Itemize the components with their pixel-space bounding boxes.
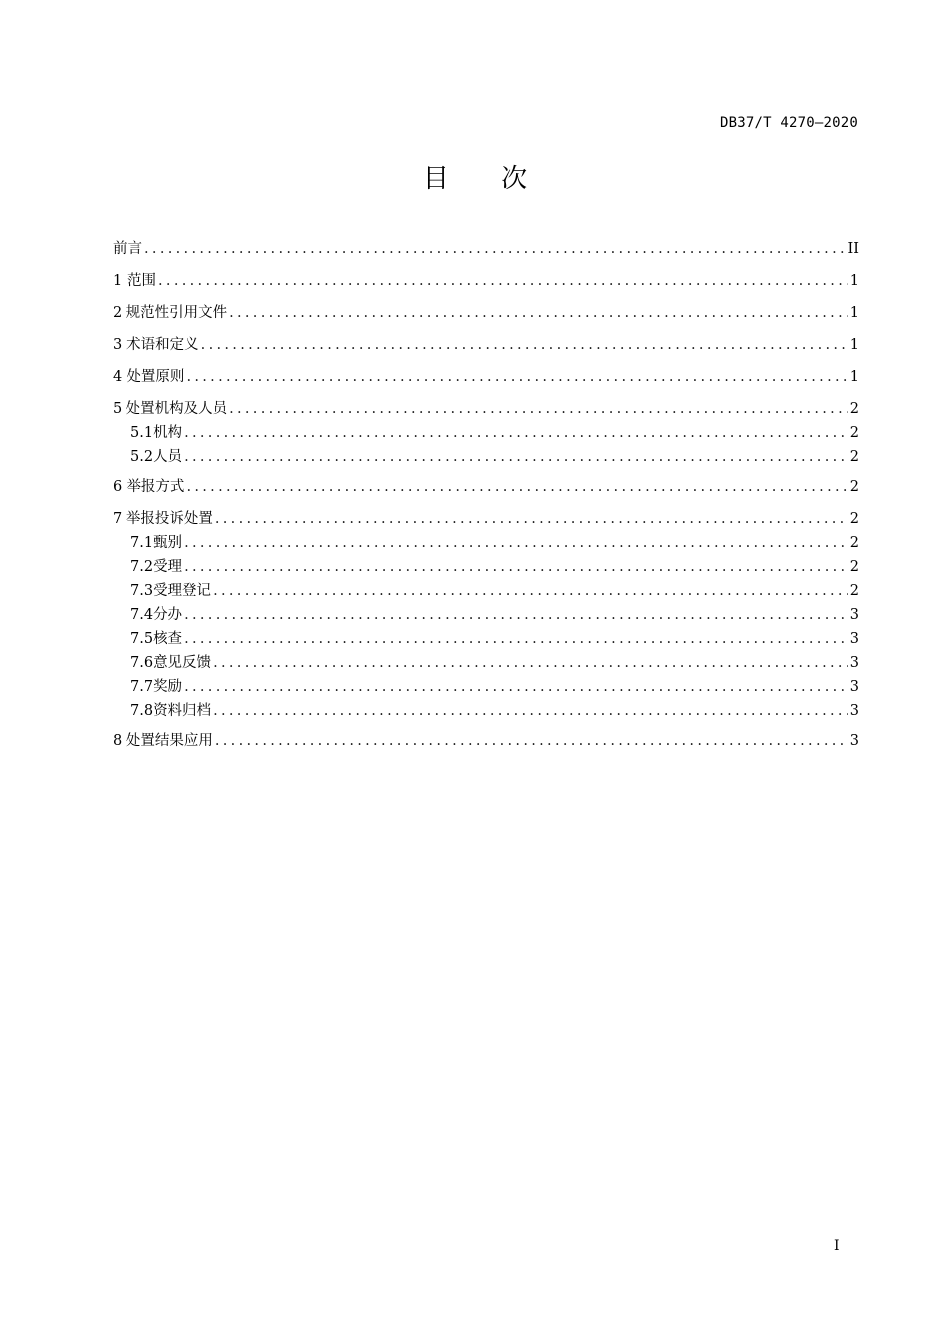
toc-leader xyxy=(184,678,848,696)
toc-page: 1 xyxy=(849,337,859,353)
toc-entry-7-6[interactable] xyxy=(113,654,859,672)
toc-page: 2 xyxy=(849,425,859,441)
toc-label: 核查 xyxy=(153,631,183,647)
toc-entry-1[interactable] xyxy=(113,272,859,290)
toc-label: 前言 xyxy=(113,241,142,257)
toc-entry-4[interactable] xyxy=(113,368,859,386)
toc-leader xyxy=(184,606,848,624)
toc-number: 7.7 xyxy=(130,679,154,695)
toc-page: 2 xyxy=(849,401,859,417)
toc-leader xyxy=(215,510,848,528)
toc-number: 7.6 xyxy=(130,655,154,671)
toc-page: 2 xyxy=(849,535,859,551)
toc-entry-2[interactable] xyxy=(113,304,859,322)
toc-entry-7-4[interactable] xyxy=(113,606,859,624)
toc-entry-7-2[interactable] xyxy=(113,558,859,576)
toc-label: 受理 xyxy=(153,559,183,575)
toc-page: 3 xyxy=(849,679,859,695)
toc-entry-7-8[interactable] xyxy=(113,702,859,720)
toc-entry-7-5[interactable] xyxy=(113,630,859,648)
toc-label: 术语和定义 xyxy=(126,337,199,353)
page-title: 目 次 xyxy=(422,164,550,194)
toc-number: 7.2 xyxy=(130,559,154,575)
toc-label: 机构 xyxy=(153,425,183,441)
toc-number: 1 xyxy=(113,273,123,289)
toc-leader xyxy=(213,702,848,720)
toc-page: II xyxy=(847,241,859,257)
toc-number: 3 xyxy=(113,337,123,353)
toc-number: 8 xyxy=(113,733,123,749)
toc-entry-5-1[interactable] xyxy=(113,424,859,442)
toc-entry-3[interactable] xyxy=(113,336,859,354)
toc-leader xyxy=(186,368,847,386)
toc-page: 3 xyxy=(849,703,859,719)
toc-label: 范围 xyxy=(127,273,157,289)
toc-leader xyxy=(184,558,848,576)
toc-entry-5-2[interactable] xyxy=(113,448,859,466)
toc-label: 举报投诉处置 xyxy=(125,511,213,527)
toc-leader xyxy=(184,424,848,442)
toc-number: 7.8 xyxy=(130,703,154,719)
toc-label: 处置结果应用 xyxy=(125,733,213,749)
toc-page: 1 xyxy=(849,305,859,321)
toc-number: 7.4 xyxy=(130,607,154,623)
toc-page: 1 xyxy=(849,369,859,385)
toc-page: 3 xyxy=(849,631,859,647)
toc-entry-6[interactable] xyxy=(113,478,859,496)
document-code: DB37/T 4270—2020 xyxy=(719,115,858,131)
toc-page: 2 xyxy=(849,479,859,495)
table-of-contents xyxy=(113,240,859,764)
toc-number: 7.1 xyxy=(130,535,154,551)
toc-entry-foreword[interactable] xyxy=(113,240,859,258)
toc-page: 3 xyxy=(849,733,859,749)
toc-number: 7.5 xyxy=(130,631,154,647)
toc-number: 5.1 xyxy=(130,425,154,441)
toc-label: 分办 xyxy=(153,607,183,623)
toc-leader xyxy=(144,240,846,258)
toc-entry-7-7[interactable] xyxy=(113,678,859,696)
toc-number: 2 xyxy=(113,305,123,321)
toc-leader xyxy=(229,304,848,322)
toc-leader xyxy=(229,400,848,418)
toc-leader xyxy=(215,732,848,750)
page-number: I xyxy=(834,1238,840,1254)
toc-label: 资料归档 xyxy=(153,703,212,719)
toc-page: 2 xyxy=(849,449,859,465)
toc-label: 意见反馈 xyxy=(153,655,212,671)
toc-number: 4 xyxy=(113,369,123,385)
toc-leader xyxy=(213,654,848,672)
toc-page: 2 xyxy=(849,559,859,575)
toc-page: 1 xyxy=(849,273,859,289)
toc-label: 甄别 xyxy=(153,535,183,551)
toc-number: 5 xyxy=(113,401,123,417)
toc-label: 奖励 xyxy=(153,679,183,695)
toc-entry-7-3[interactable] xyxy=(113,582,859,600)
toc-leader xyxy=(184,448,848,466)
toc-leader xyxy=(201,336,848,354)
toc-label: 举报方式 xyxy=(126,479,185,495)
toc-page: 3 xyxy=(849,607,859,623)
toc-leader xyxy=(213,582,848,600)
toc-label: 处置机构及人员 xyxy=(125,401,228,417)
toc-leader xyxy=(158,272,848,290)
toc-leader xyxy=(184,534,848,552)
toc-number: 7.3 xyxy=(130,583,154,599)
toc-number: 5.2 xyxy=(130,449,154,465)
toc-label: 处置原则 xyxy=(126,369,185,385)
toc-leader xyxy=(184,630,848,648)
toc-entry-7[interactable] xyxy=(113,510,859,528)
toc-leader xyxy=(186,478,847,496)
toc-entry-7-1[interactable] xyxy=(113,534,859,552)
toc-number: 6 xyxy=(113,479,123,495)
toc-page: 3 xyxy=(849,655,859,671)
toc-label: 规范性引用文件 xyxy=(125,305,228,321)
toc-entry-8[interactable] xyxy=(113,732,859,750)
toc-number: 7 xyxy=(113,511,123,527)
toc-entry-5[interactable] xyxy=(113,400,859,418)
toc-page: 2 xyxy=(849,583,859,599)
toc-label: 人员 xyxy=(153,449,183,465)
toc-page: 2 xyxy=(849,511,859,527)
toc-label: 受理登记 xyxy=(153,583,212,599)
